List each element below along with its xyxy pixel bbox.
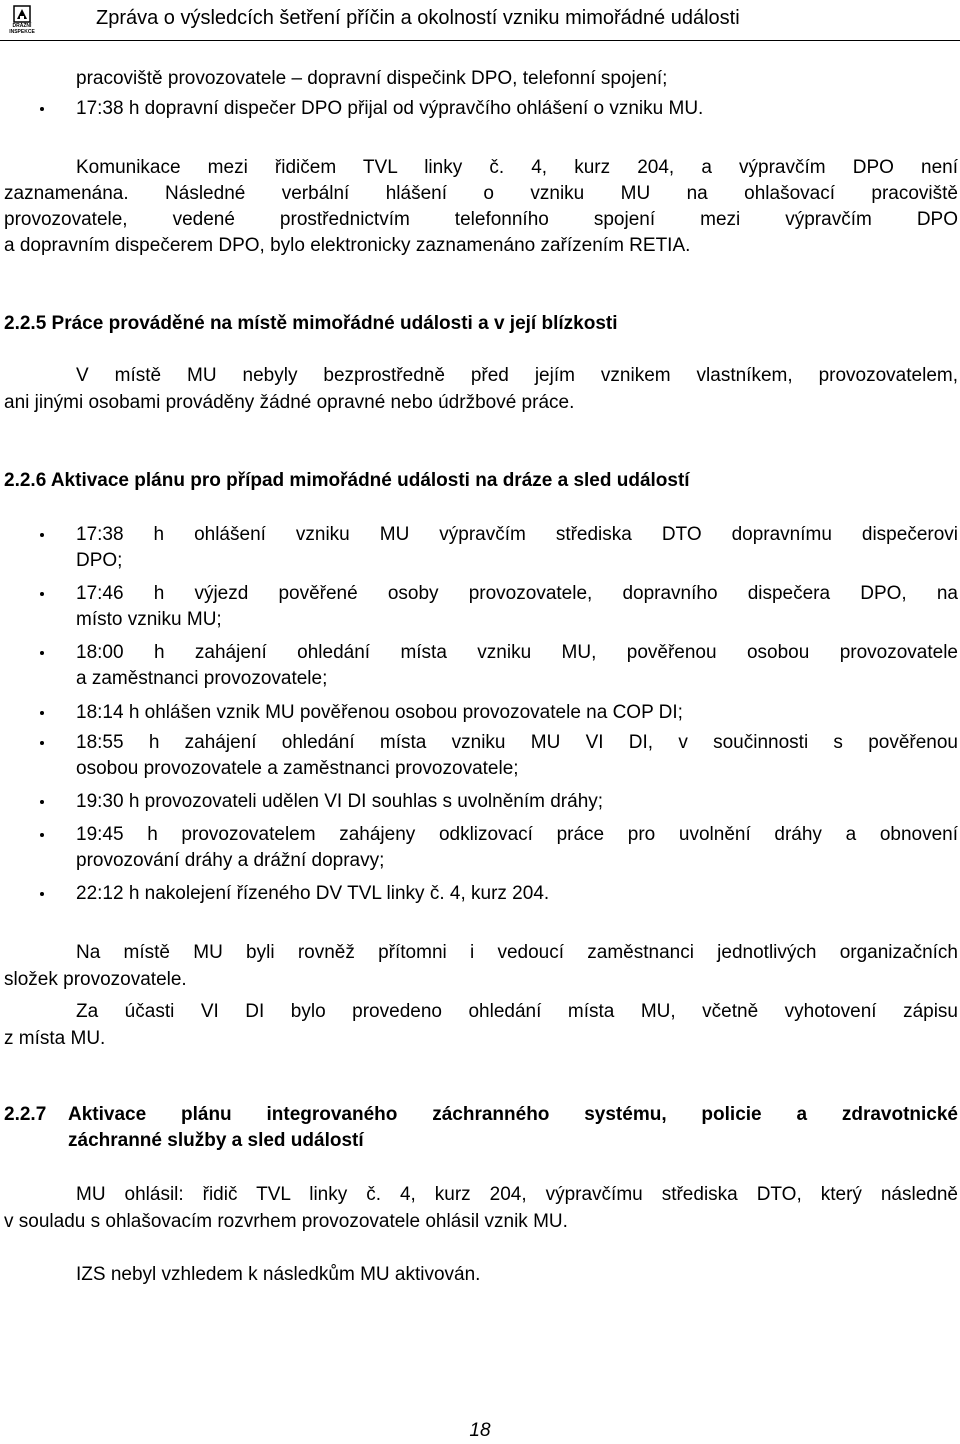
list-item-text: 17:38 h dopravní dispečer DPO přijal od výpravčího ohlášení o vzniku MU. [76,98,704,119]
paragraph-line: ani jinými osobami prováděny žádné opravné nebo údržbové práce. [4,392,575,413]
list-item-text: místo vzniku MU; [76,609,222,630]
paragraph-line: V místě MU nebyly bezprostředně před jejím vznikem vlastníkem, provozovatelem, [76,365,958,386]
paragraph-line: MU ohlásil: řidič TVL linky č. 4, kurz 204, výpravčímu střediska DTO, který následně [76,1184,958,1205]
section-number: 2.2.7 [4,1104,47,1125]
bullet-icon [40,107,44,111]
list-item-text: 18:14 h ohlášen vznik MU pověřenou osobou provozovatele na COP DI; [76,702,683,723]
paragraph-line: Za účasti VI DI bylo provedeno ohledání místa MU, včetně vyhotovení zápisu [76,1001,958,1022]
bullet-icon [40,800,44,804]
bullet-icon [40,741,44,745]
list-item-text: 19:45 h provozovatelem zahájeny odklizovací práce pro uvolnění dráhy a obnovení [76,824,958,845]
paragraph-line: provozovatele, vedené prostřednictvím telefonního spojení mezi výpravčím DPO [4,209,958,230]
page-number: 18 [469,1420,491,1441]
page-header [0,0,960,41]
list-item-text: 18:00 h zahájení ohledání místa vzniku MU, pověřenou osobou provozovatele [76,642,958,663]
list-item-text: 22:12 h nakolejení řízeného DV TVL linky č. 4, kurz 204. [76,883,550,904]
list-item-text: a zaměstnanci provozovatele; [76,668,328,689]
list-item-text: 19:30 h provozovateli udělen VI DI souhlas s uvolněním dráhy; [76,791,604,812]
paragraph-line: a dopravním dispečerem DPO, bylo elektronicky zaznamenáno zařízením RETIA. [4,235,691,256]
section-heading: 2.2.5 Práce prováděné na místě mimořádné události a v její blízkosti [4,313,618,334]
list-item-text: osobou provozovatele a zaměstnanci provozovatele; [76,758,519,779]
section-heading: 2.2.6 Aktivace plánu pro případ mimořádné události na dráze a sled událostí [4,470,690,491]
logo-text: DRÁŽNÍ INSPEKCE [9,23,35,35]
bullet-icon [40,592,44,596]
paragraph-line: IZS nebyl vzhledem k následkům MU aktivován. [76,1264,481,1285]
list-item-text: 17:38 h ohlášení vzniku MU výpravčím střediska DTO dopravnímu dispečerovi [76,524,958,545]
paragraph-line: zaznamenána. Následné verbální hlášení o vzniku MU na ohlašovací pracoviště [4,183,958,204]
list-item-text: provozování dráhy a drážní dopravy; [76,850,385,871]
paragraph-line: Na místě MU byli rovněž přítomni i vedoucí zaměstnanci jednotlivých organizačních [76,942,958,963]
bullet-icon [40,833,44,837]
bullet-icon [40,651,44,655]
intro-line: pracoviště provozovatele – dopravní dispečink DPO, telefonní spojení; [76,68,668,89]
logo-emblem-icon [4,4,40,24]
paragraph-line: Komunikace mezi řidičem TVL linky č. 4, kurz 204, a výpravčím DPO není [76,157,958,178]
list-item-text: 17:46 h výjezd pověřené osoby provozovatele, dopravního dispečera DPO, na [76,583,958,604]
bullet-icon [40,711,44,715]
list-item-text: DPO; [76,550,123,571]
section-heading: záchranné služby a sled událostí [68,1130,364,1151]
paragraph-line: složek provozovatele. [4,969,187,990]
paragraph-line: v souladu s ohlašovacím rozvrhem provozovatele ohlásil vznik MU. [4,1211,568,1232]
list-item-text: 18:55 h zahájení ohledání místa vzniku MU VI DI, v součinnosti s pověřenou [76,732,958,753]
section-heading: Aktivace plánu integrovaného záchranného systému, policie a zdravotnické [68,1104,958,1125]
paragraph-line: z místa MU. [4,1028,106,1049]
document-title: Zpráva o výsledcích šetření příčin a okolností vzniku mimořádné události [96,7,740,29]
bullet-icon [40,533,44,537]
drazni-inspekce-logo [4,4,40,34]
bullet-icon [40,892,44,896]
